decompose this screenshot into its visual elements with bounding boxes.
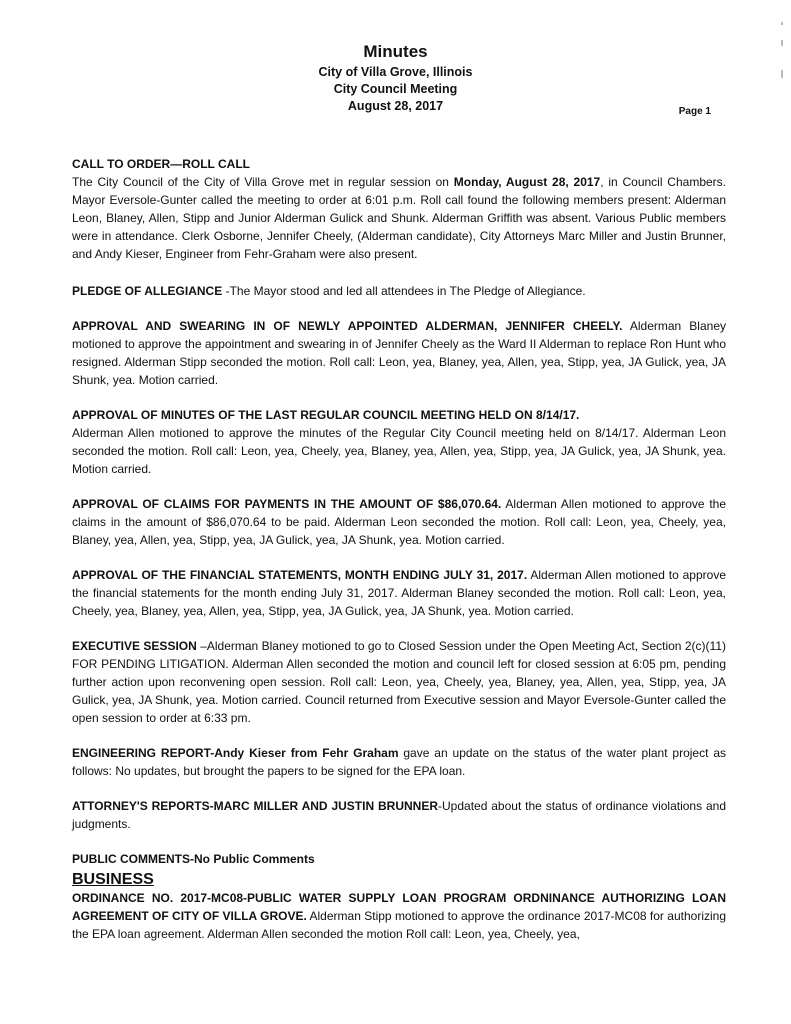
- section-heading: ENGINEERING REPORT-Andy Kieser from Fehr Graham: [72, 746, 399, 760]
- section-text: Alderman Blaney motioned to approve the appointment and swearing in of Jennifer Cheely as the Ward II Alderman to replace Ron Hunt who resigned. Alderman Stipp seconded the motion. Roll call: Leon, yea, Blaney, yea, Allen, yea, Stipp, yea, JA Gulick, yea, JA Shunk, yea. Motion carried.: [72, 319, 726, 387]
- section-heading: APPROVAL OF MINUTES OF THE LAST REGULAR COUNCIL MEETING HELD ON 8/14/17.: [72, 408, 580, 422]
- section-text: Alderman Allen motioned to approve the minutes of the Regular City Council meeting held on 8/14/17. Alderman Leon seconded the motion. Roll call: Leon, yea, Cheely, yea, Blaney, yea, Allen, yea, Stipp, yea, JA Gulick, yea, JA Shunk, yea. Motion carried.: [72, 426, 726, 476]
- page-number: Page 1: [678, 106, 711, 117]
- section-text: , in Council Chambers. Mayor Eversole-Gunter called the meeting to order at 6:01 p.m. Roll call found the following members present: Alderman Leon, Blaney, Allen, Stipp and Junior Alderman Gulick and Shunk. Alderman Griffith was absent. Various Public members were in attendance. Clerk Osborne, Jennifer Cheely, (Alderman candidate), City Attorneys Marc Miller and Justin Brunner, and Andy Kieser, Engineer from Fehr-Graham were also present.: [72, 175, 726, 261]
- section-public-comments: [72, 850, 726, 868]
- section-heading: APPROVAL AND SWEARING IN OF NEWLY APPOINTED ALDERMAN, JENNIFER CHEELY.: [72, 319, 623, 333]
- section-text: –Alderman Blaney motioned to go to Closed Session under the Open Meeting Act, Section 2(c)(11) FOR PENDING LITIGATION. Alderman Allen seconded the motion and council left for closed session at 6:05 pm, pending further action upon reconvening open session. Roll call: Leon, yea, Cheely, yea, Blaney, yea, Allen, yea, Stipp, yea, JA Gulick, yea, JA Shunk, yea. Motion carried. Council returned from Executive session and Mayor Eversole-Gunter called the open session to order at 6:33 pm.: [72, 639, 726, 725]
- minutes-body: [72, 155, 726, 960]
- section-text: -Updated about the status of ordinance violations and judgments.: [72, 799, 726, 831]
- business-heading: BUSINESS: [72, 871, 154, 888]
- section-heading: APPROVAL OF CLAIMS FOR PAYMENTS IN THE AMOUNT OF $86,070.64.: [72, 497, 502, 511]
- section-heading: CALL TO ORDER—ROLL CALL: [72, 157, 250, 171]
- document-header: [0, 40, 791, 115]
- section-financial: [72, 566, 726, 620]
- section-heading: PUBLIC COMMENTS-No Public Comments: [72, 852, 315, 866]
- section-claims: [72, 495, 726, 549]
- meeting-type: City Council Meeting: [333, 82, 458, 96]
- section-text: The City Council of the City of Villa Grove met in regular session on: [72, 175, 454, 189]
- document-title: Minutes: [363, 42, 428, 61]
- meeting-date-bold: Monday, August 28, 2017: [453, 175, 601, 189]
- section-text: Alderman Allen motioned to approve the financial statements for the month ending July 31, 2017. Alderman Blaney seconded the motion. Roll call: Leon, yea, Cheely, yea, Blaney, yea, Allen, yea, Stipp, yea, JA Gulick, yea, JA Shunk, yea. Motion carried.: [72, 568, 727, 618]
- section-heading: ATTORNEY'S REPORTS-MARC MILLER AND JUSTIN BRUNNER: [72, 799, 439, 813]
- section-text: Alderman Stipp motioned to approve the ordinance 2017-MC08 for authorizing the EPA loan agreement. Alderman Allen seconded the motion Roll call: Leon, yea, Cheely, yea,: [72, 909, 726, 941]
- section-appointment: [72, 317, 726, 389]
- section-text: gave an update on the status of the water plant project as follows: No updates, but brought the papers to be signed for the EPA loan.: [72, 746, 726, 778]
- section-heading: PLEDGE OF ALLEGIANCE: [72, 284, 223, 298]
- section-text: -The Mayor stood and led all attendees in The Pledge of Allegiance.: [222, 284, 586, 298]
- section-pledge: [72, 282, 726, 300]
- scan-mark: [781, 22, 783, 25]
- section-heading: ORDINANCE NO. 2017-MC08-PUBLIC WATER SUPPLY LOAN PROGRAM ORDNINANCE AUTHORIZING LOAN AGREEMENT OF CITY OF VILLA GROVE.: [72, 891, 726, 923]
- section-call-to-order: [72, 155, 726, 263]
- section-heading: EXECUTIVE SESSION: [72, 639, 197, 653]
- section-minutes-approval: [72, 406, 726, 478]
- section-ordinance: [72, 889, 726, 943]
- section-attorney: [72, 797, 726, 833]
- city-name: City of Villa Grove, Illinois: [318, 65, 473, 79]
- section-heading: APPROVAL OF THE FINANCIAL STATEMENTS, MONTH ENDING JULY 31, 2017.: [72, 568, 528, 582]
- section-text: Alderman Allen motioned to approve the claims in the amount of $86,070.64 to be paid. Alderman Leon seconded the motion. Roll call: Leon, yea, Cheely, yea, Blaney, yea, Allen, yea, Stipp, yea, JA Gulick, yea, JA Shunk, yea. Motion carried.: [72, 497, 727, 547]
- meeting-date: August 28, 2017: [347, 99, 444, 113]
- section-executive: [72, 637, 726, 727]
- section-engineering: [72, 744, 726, 780]
